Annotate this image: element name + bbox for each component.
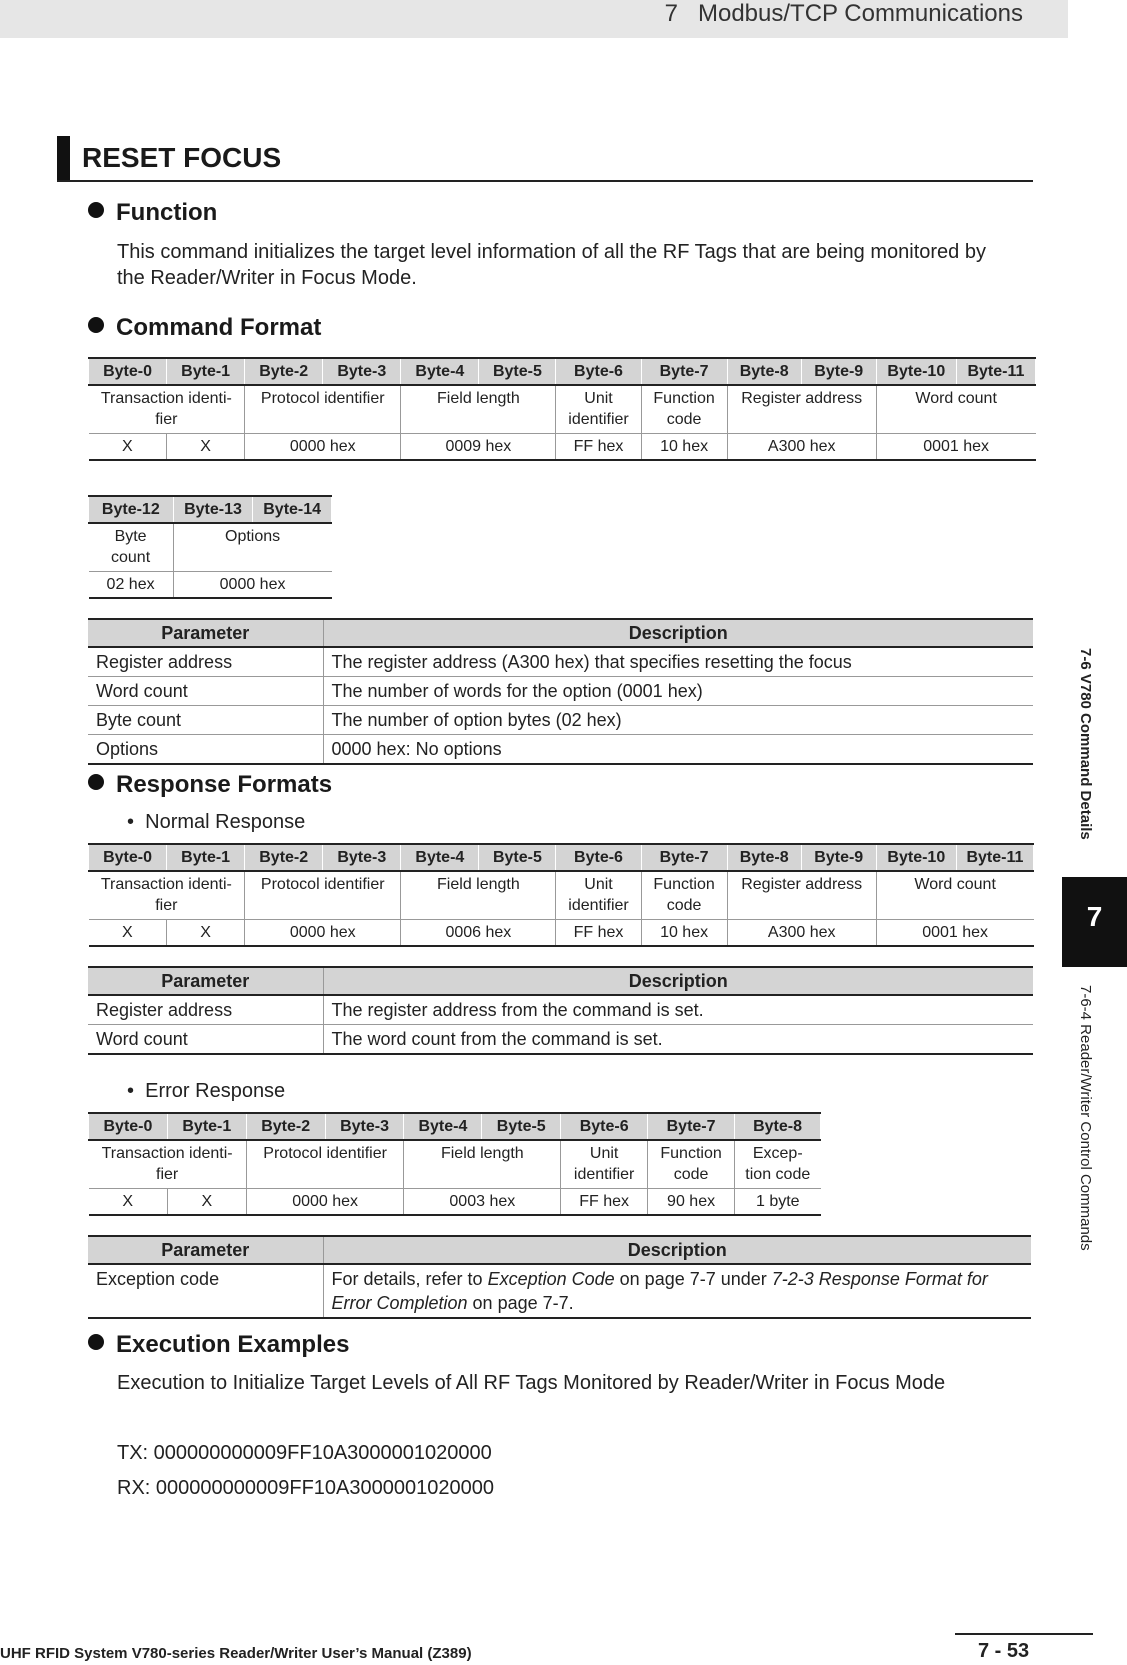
field-value: X bbox=[89, 1188, 168, 1215]
field-value: FF hex bbox=[556, 919, 641, 946]
field-value: X bbox=[167, 919, 245, 946]
field-name: Function code bbox=[641, 871, 727, 919]
parameter-header: Parameter bbox=[88, 967, 323, 995]
table-row bbox=[88, 995, 1033, 1025]
byte-header: Byte-4 bbox=[401, 844, 479, 871]
field-value: 0006 hex bbox=[401, 919, 556, 946]
field-name: Unit identifier bbox=[556, 385, 641, 433]
parameter-cell: Exception code bbox=[88, 1264, 323, 1318]
error-completion-reference: Error Completion bbox=[331, 1293, 468, 1313]
bullet-dot-icon bbox=[88, 202, 104, 218]
byte-header: Byte-9 bbox=[801, 358, 876, 385]
field-name: Register address bbox=[727, 385, 876, 433]
description-cell: The register address from the command is set. bbox=[323, 995, 1033, 1025]
field-value: 0000 hex bbox=[245, 919, 401, 946]
command-byte-table bbox=[88, 357, 1036, 461]
exception-code-reference: Exception Code bbox=[487, 1269, 615, 1289]
field-value: 1 byte bbox=[735, 1188, 821, 1215]
field-name: Byte count bbox=[89, 523, 174, 571]
byte-header: Byte-14 bbox=[253, 496, 332, 523]
byte-header: Byte-12 bbox=[89, 496, 174, 523]
table-row bbox=[88, 1025, 1033, 1055]
byte-header: Byte-6 bbox=[561, 1113, 648, 1140]
table-row bbox=[88, 735, 1033, 765]
byte-header: Byte-7 bbox=[641, 844, 727, 871]
description-header: Description bbox=[323, 1236, 1031, 1264]
field-value: X bbox=[89, 433, 167, 460]
byte-header: Byte-8 bbox=[735, 1113, 821, 1140]
byte-header: Byte-7 bbox=[641, 358, 727, 385]
normal-response-parameter-table bbox=[88, 966, 1033, 1055]
page-number: 7 - 53 bbox=[978, 1640, 1030, 1662]
field-value: 0001 hex bbox=[876, 919, 1033, 946]
field-name: Transaction identi- fier bbox=[89, 1140, 247, 1188]
parameter-cell: Word count bbox=[88, 1025, 323, 1055]
byte-header: Byte-11 bbox=[956, 358, 1035, 385]
byte-header: Byte-6 bbox=[556, 358, 641, 385]
field-name: Transaction identi- fier bbox=[89, 385, 245, 433]
function-heading: Function bbox=[88, 199, 217, 227]
execution-examples-heading: Execution Examples bbox=[88, 1331, 349, 1359]
byte-header: Byte-7 bbox=[648, 1113, 735, 1140]
field-name: Field length bbox=[401, 385, 556, 433]
description-cell: The register address (A300 hex) that specifies resetting the focus bbox=[323, 647, 1033, 677]
byte-header: Byte-0 bbox=[89, 844, 167, 871]
byte-header: Byte-9 bbox=[801, 844, 876, 871]
field-value: 0000 hex bbox=[245, 433, 401, 460]
side-subsection-label: 7-6-4 Reader/Writer Control Commands bbox=[1077, 985, 1094, 1251]
footer-rule bbox=[955, 1633, 1093, 1635]
field-value: 90 hex bbox=[648, 1188, 735, 1215]
description-cell: The number of option bytes (02 hex) bbox=[323, 706, 1033, 735]
bullet-dot-icon bbox=[88, 774, 104, 790]
field-name: Field length bbox=[404, 1140, 561, 1188]
description-cell: The number of words for the option (0001 hex) bbox=[323, 677, 1033, 706]
byte-header: Byte-4 bbox=[404, 1113, 482, 1140]
normal-response-byte-table bbox=[88, 843, 1034, 947]
description-cell: The word count from the command is set. bbox=[323, 1025, 1033, 1055]
field-name: Protocol identifier bbox=[246, 1140, 404, 1188]
byte-header: Byte-5 bbox=[479, 358, 556, 385]
field-value: FF hex bbox=[561, 1188, 648, 1215]
byte-header: Byte-10 bbox=[876, 844, 956, 871]
section-title bbox=[57, 136, 1033, 182]
byte-header: Byte-1 bbox=[167, 1113, 246, 1140]
description-cell: For details, refer to Exception Code on page 7-7 under 7-2-3 Response Format for Error Completion on page 7-7. bbox=[323, 1264, 1031, 1318]
byte-header: Byte-10 bbox=[876, 358, 956, 385]
description-header: Description bbox=[323, 967, 1033, 995]
field-value: 0009 hex bbox=[401, 433, 556, 460]
byte-header: Byte-4 bbox=[401, 358, 479, 385]
parameter-header: Parameter bbox=[88, 1236, 323, 1264]
byte-header: Byte-0 bbox=[89, 358, 167, 385]
description-header: Description bbox=[323, 619, 1033, 647]
command-byte-table-2 bbox=[88, 495, 332, 599]
field-value: 0000 hex bbox=[246, 1188, 404, 1215]
byte-header: Byte-3 bbox=[323, 844, 401, 871]
field-value: A300 hex bbox=[727, 433, 876, 460]
table-row bbox=[88, 1264, 1031, 1318]
chapter-header: 7 Modbus/TCP Communications bbox=[664, 0, 1023, 27]
byte-header: Byte-3 bbox=[325, 1113, 404, 1140]
field-value: FF hex bbox=[556, 433, 641, 460]
field-value: 10 hex bbox=[641, 433, 727, 460]
byte-header: Byte-1 bbox=[167, 358, 245, 385]
field-value: 0001 hex bbox=[876, 433, 1035, 460]
description-cell: 0000 hex: No options bbox=[323, 735, 1033, 765]
manual-title: UHF RFID System V780-series Reader/Writer User’s Manual (Z389) bbox=[0, 1645, 472, 1662]
byte-header: Byte-5 bbox=[482, 1113, 561, 1140]
tx-line: TX: 000000000009FF10A3000001020000 bbox=[117, 1442, 492, 1464]
byte-header: Byte-8 bbox=[727, 844, 801, 871]
execution-description: Execution to Initialize Target Levels of All RF Tags Monitored by Reader/Writer in Focus Mode bbox=[117, 1372, 946, 1394]
response-format-reference: 7-2-3 Response Format for bbox=[771, 1269, 988, 1289]
side-section-label: 7-6 V780 Command Details bbox=[1077, 648, 1094, 840]
function-text: This command initializes the target level information of all the RF Tags that are being monitored by the Reader/Writer in Focus Mode. bbox=[117, 241, 986, 289]
table-row bbox=[88, 647, 1033, 677]
field-value: 0000 hex bbox=[173, 571, 331, 598]
normal-response-label: • Normal Response bbox=[127, 811, 306, 833]
section-title-text: RESET FOCUS bbox=[82, 142, 282, 173]
byte-header: Byte-2 bbox=[245, 844, 323, 871]
parameter-header: Parameter bbox=[88, 619, 323, 647]
bullet-dot-icon bbox=[88, 1334, 104, 1350]
field-name: Options bbox=[173, 523, 331, 571]
byte-header: Byte-2 bbox=[246, 1113, 325, 1140]
field-name: Protocol identifier bbox=[245, 385, 401, 433]
byte-header: Byte-8 bbox=[727, 358, 801, 385]
byte-header: Byte-6 bbox=[556, 844, 641, 871]
field-value: X bbox=[167, 433, 245, 460]
error-response-label: • Error Response bbox=[127, 1080, 286, 1102]
field-name: Excep- tion code bbox=[735, 1140, 821, 1188]
parameter-cell: Register address bbox=[88, 995, 323, 1025]
byte-header: Byte-0 bbox=[89, 1113, 168, 1140]
field-name: Function code bbox=[641, 385, 727, 433]
byte-header: Byte-5 bbox=[479, 844, 556, 871]
field-value: 02 hex bbox=[89, 571, 174, 598]
error-response-byte-table bbox=[88, 1112, 821, 1216]
parameter-cell: Byte count bbox=[88, 706, 323, 735]
field-name: Protocol identifier bbox=[245, 871, 401, 919]
byte-header: Byte-2 bbox=[245, 358, 323, 385]
command-parameter-table bbox=[88, 618, 1033, 765]
response-formats-heading: Response Formats bbox=[88, 771, 332, 799]
field-value: X bbox=[167, 1188, 246, 1215]
table-row bbox=[88, 677, 1033, 706]
title-bar-marker bbox=[57, 136, 70, 180]
table-row bbox=[88, 706, 1033, 735]
byte-header: Byte-13 bbox=[173, 496, 253, 523]
bullet-dot-icon bbox=[88, 317, 104, 333]
field-name: Unit identifier bbox=[556, 871, 641, 919]
rx-line: RX: 000000000009FF10A3000001020000 bbox=[117, 1477, 494, 1499]
field-name: Transaction identi- fier bbox=[89, 871, 245, 919]
byte-header: Byte-3 bbox=[323, 358, 401, 385]
field-name: Function code bbox=[648, 1140, 735, 1188]
command-format-heading: Command Format bbox=[88, 314, 321, 342]
field-value: A300 hex bbox=[727, 919, 876, 946]
field-value: 0003 hex bbox=[404, 1188, 561, 1215]
chapter-tab: 7 bbox=[1062, 877, 1127, 967]
field-value: 10 hex bbox=[641, 919, 727, 946]
field-name: Unit identifier bbox=[561, 1140, 648, 1188]
field-value: X bbox=[89, 919, 167, 946]
byte-header: Byte-11 bbox=[956, 844, 1033, 871]
byte-header: Byte-1 bbox=[167, 844, 245, 871]
field-name: Field length bbox=[401, 871, 556, 919]
field-name: Word count bbox=[876, 385, 1035, 433]
parameter-cell: Options bbox=[88, 735, 323, 765]
parameter-cell: Word count bbox=[88, 677, 323, 706]
field-name: Register address bbox=[727, 871, 876, 919]
parameter-cell: Register address bbox=[88, 647, 323, 677]
field-name: Word count bbox=[876, 871, 1033, 919]
error-response-parameter-table bbox=[88, 1235, 1031, 1319]
